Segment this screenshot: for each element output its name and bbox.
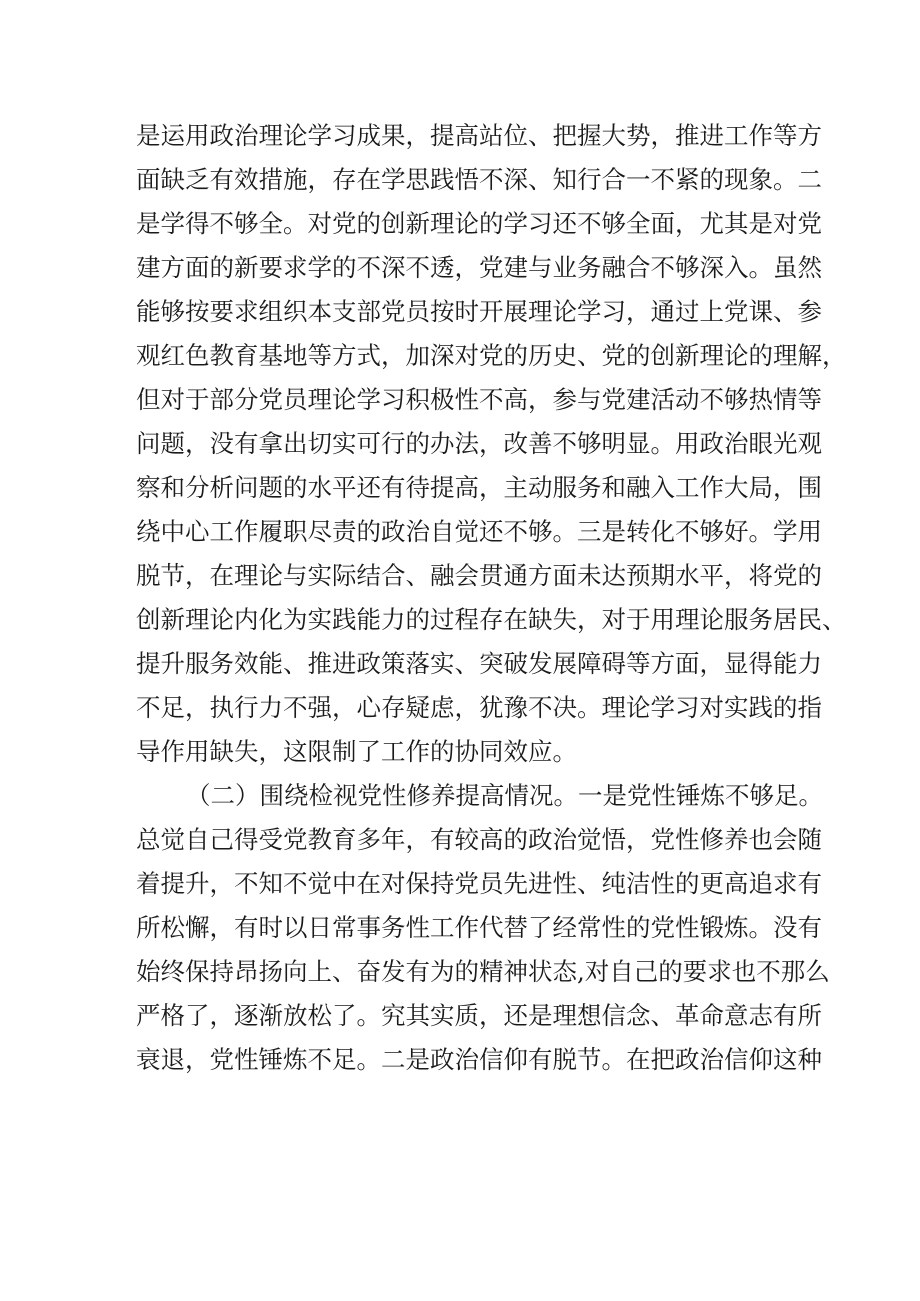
paragraph-line: 提升服务效能、推进政策落实、突破发展障碍等方面，显得能力 bbox=[136, 649, 822, 678]
paragraph-line: 面缺乏有效措施，存在学思践悟不深、知行合一不紧的现象。二 bbox=[136, 165, 822, 194]
paragraph-line: 观红色教育基地等方式，加深对党的历史、党的创新理论的理解， bbox=[136, 341, 847, 370]
section-heading-line: （二）围绕检视党性修养提高情况。一是党性锤炼不够足。 bbox=[186, 781, 823, 810]
paragraph-line: 不足，执行力不强，心存疑虑，犹豫不决。理论学习对实践的指 bbox=[136, 693, 822, 722]
paragraph-line: 但对于部分党员理论学习积极性不高，参与党建活动不够热情等 bbox=[136, 385, 822, 414]
paragraph-line: 总觉自己得受党教育多年，有较高的政治觉悟，党性修养也会随 bbox=[136, 825, 822, 854]
paragraph-line: 是运用政治理论学习成果，提高站位、把握大势，推进工作等方 bbox=[136, 121, 822, 150]
paragraph-line: 察和分析问题的水平还有待提高，主动服务和融入工作大局，围 bbox=[136, 473, 822, 502]
paragraph-line: 是学得不够全。对党的创新理论的学习还不够全面，尤其是对党 bbox=[136, 209, 822, 238]
paragraph-line: 始终保持昂扬向上、奋发有为的精神状态,对自己的要求也不那么 bbox=[136, 957, 830, 986]
paragraph-line: 严格了，逐渐放松了。究其实质，还是理想信念、革命意志有所 bbox=[136, 1001, 822, 1030]
paragraph-line: 衰退，党性锤炼不足。二是政治信仰有脱节。在把政治信仰这种 bbox=[136, 1045, 822, 1074]
paragraph-line: 所松懈，有时以日常事务性工作代替了经常性的党性锻炼。没有 bbox=[136, 913, 822, 942]
paragraph-line: 创新理论内化为实践能力的过程存在缺失，对于用理论服务居民、 bbox=[136, 605, 847, 634]
paragraph-line: 建方面的新要求学的不深不透，党建与业务融合不够深入。虽然 bbox=[136, 253, 822, 282]
paragraph-line: 着提升，不知不觉中在对保持党员先进性、纯洁性的更高追求有 bbox=[136, 869, 822, 898]
paragraph-line: 绕中心工作履职尽责的政治自觉还不够。三是转化不够好。学用 bbox=[136, 517, 822, 546]
paragraph-line: 问题，没有拿出切实可行的办法，改善不够明显。用政治眼光观 bbox=[136, 429, 822, 458]
paragraph-line: 能够按要求组织本支部党员按时开展理论学习，通过上党课、参 bbox=[136, 297, 822, 326]
paragraph-line: 脱节，在理论与实际结合、融会贯通方面未达预期水平，将党的 bbox=[136, 561, 822, 590]
paragraph-line: 导作用缺失，这限制了工作的协同效应。 bbox=[136, 737, 577, 766]
